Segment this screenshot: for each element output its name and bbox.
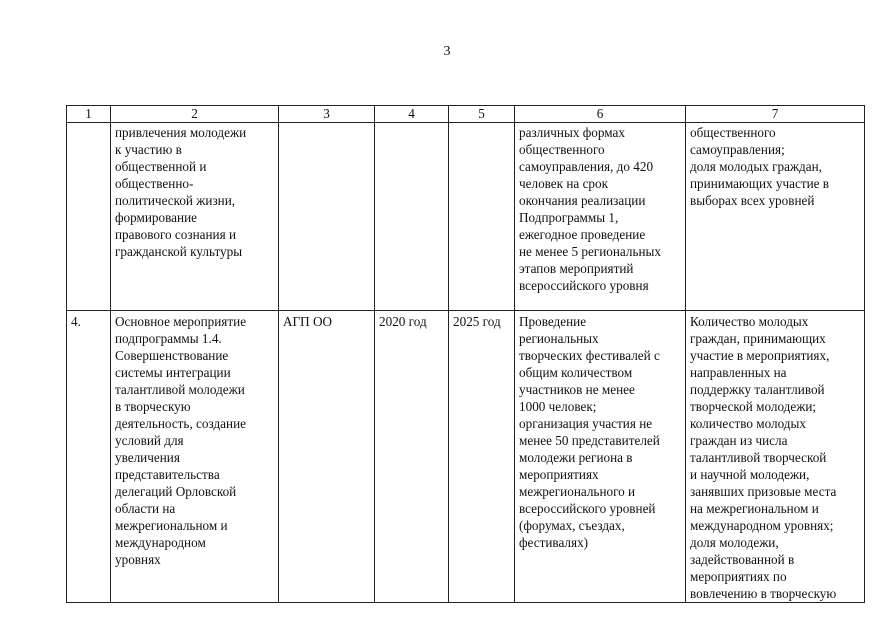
program-table [66,105,865,603]
table-cell [111,311,279,603]
row-number: 4. [71,314,81,329]
table-cell [279,123,375,311]
table-cell [515,311,686,603]
end-year: 2025 год [453,314,501,329]
column-header: 6 [515,106,686,123]
table-cell [67,123,111,311]
cell-text: общественного самоуправления; доля молодых граждан, принимающих участие в выборах всех уровней [690,125,830,208]
table-cell [375,311,449,603]
table-cell [449,311,515,603]
table-row [67,311,865,603]
column-header: 5 [449,106,515,123]
table-cell [515,123,686,311]
expected-result: Проведение региональных творческих фестивалей с общим количеством участников не менее 1000 человек; организация участия не менее 50 представителей молодежи региона в мероприятиях межрегионального и всероссийского уровней (форумах, съездах, фестивалях) [519,314,660,550]
table-row [67,123,865,311]
column-header: 2 [111,106,279,123]
table-cell [111,123,279,311]
column-header: 4 [375,106,449,123]
table-cell [449,123,515,311]
table-cell [375,123,449,311]
indicators: Количество молодых граждан, принимающих участие в мероприятиях, направленных на поддержку талантливой творческой молодежи; количество молодых граждан из числа талантливой творческой и научной молодежи, занявших призовые места на межрегиональном и международном уровнях; доля молодежи, задействованной в мероприятиях по вовлечению в творческую [690,314,837,601]
activity-name: Основное мероприятие подпрограммы 1.4. Совершенствование системы интеграции талантливой молодежи в творческую деятельность, создание условий для увеличения представительства делегаций Орловской области на межрегиональном и международном уровнях [115,314,247,567]
start-year: 2020 год [379,314,427,329]
column-header: 3 [279,106,375,123]
column-header: 1 [67,106,111,123]
cell-text: привлечения молодежи к участию в общественной и общественно- политической жизни, формирование правового сознания и гражданской культуры [115,125,247,259]
table-header-row [67,106,865,123]
responsible-executor: АГП ОО [283,314,333,329]
table-cell [67,311,111,603]
column-header: 7 [686,106,865,123]
table-cell [686,123,865,311]
table-cell [686,311,865,603]
page-number: 3 [443,44,451,59]
cell-text: различных формах общественного самоуправления, до 420 человек на срок окончания реализации Подпрограммы 1, ежегодное проведение не менее 5 региональных этапов мероприятий всероссийского уровня [519,125,661,293]
table-cell [279,311,375,603]
